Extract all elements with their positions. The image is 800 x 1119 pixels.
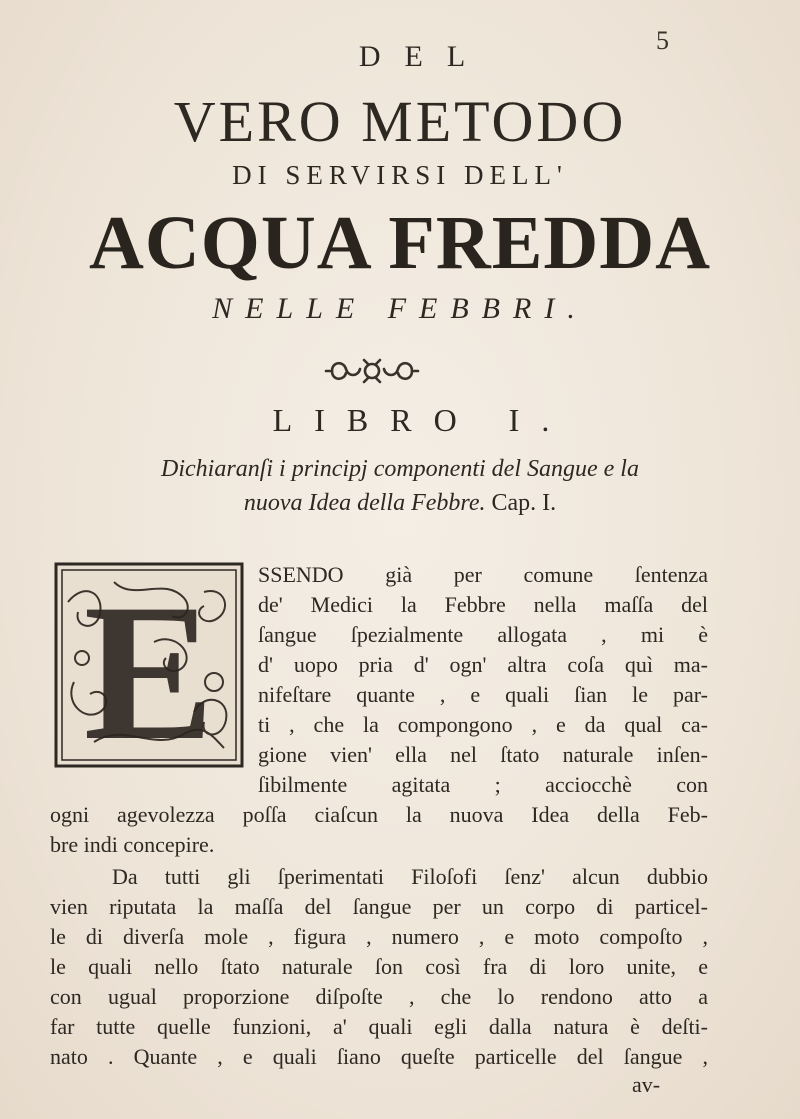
text-line: nato . Quante , e quali ſiano queſte particelle del ſangue , [50,1044,708,1069]
text-line: gione vien' ella nel ſtato naturale inſen- [258,742,708,767]
page-number: 5 [656,26,669,55]
text-line: d' uopo pria d' ogn' altra coſa quì ma- [258,652,708,677]
heading-del: DEL [358,40,490,73]
heading-vero-metodo: VERO METODO [173,89,627,154]
printers-ornament-icon [324,352,420,390]
chapter-title-line-2: nuova Idea della Febbre. [243,490,486,516]
text-line: ogni agevolezza poſſa ciaſcun la nuova Idea della Feb- [50,802,708,827]
heading-nelle-febbri: NELLE FEBBRI. [212,292,588,325]
text-line: le di diverſa mole , figura , numero , e moto compoſto , [50,924,708,949]
chapter-number: Cap. I. [491,490,557,516]
catchword: av- [632,1072,661,1097]
text-line: nifeſtare quante , e quali ſian le par- [258,682,708,707]
text-line: ſangue ſpezialmente allogata , mi è [258,622,708,647]
heading-acqua-fredda: ACQUA FREDDA [88,201,712,285]
chapter-title [70,452,730,520]
text-line: le quali nello ſtato naturale ſon così fra di loro unite, e [50,954,708,979]
text-line: ſibilmente agitata ; acciocchè con [258,772,708,797]
text-line: vien riputata la maſſa del ſangue per un corpo di particel- [50,894,708,919]
text-line: bre indi concepire. [50,832,215,857]
text-line: Da tutti gli ſperimentati Filoſofi ſenz' alcun dubbio [112,864,708,889]
dropcap-letter: E [83,564,215,768]
decorated-initial-e-icon [54,562,244,768]
text-line: SSENDO già per comune ſentenza [258,562,708,587]
text-line: con ugual proporzione diſpoſte , che lo rendono atto a [50,984,708,1009]
heading-servirsi: DI SERVIRSI DELL' [232,160,568,190]
chapter-title-line-1: Dichiaranſi i principj componenti del Sangue e la [161,456,639,482]
text-line: ti , che la compongono , e da qual ca- [258,712,708,737]
text-line: de' Medici la Febbre nella maſſa del [258,592,708,617]
book-heading: LIBRO I. [272,402,572,438]
text-line: far tutte quelle funzioni, a' quali egli dalla natura è deſti- [50,1014,708,1039]
